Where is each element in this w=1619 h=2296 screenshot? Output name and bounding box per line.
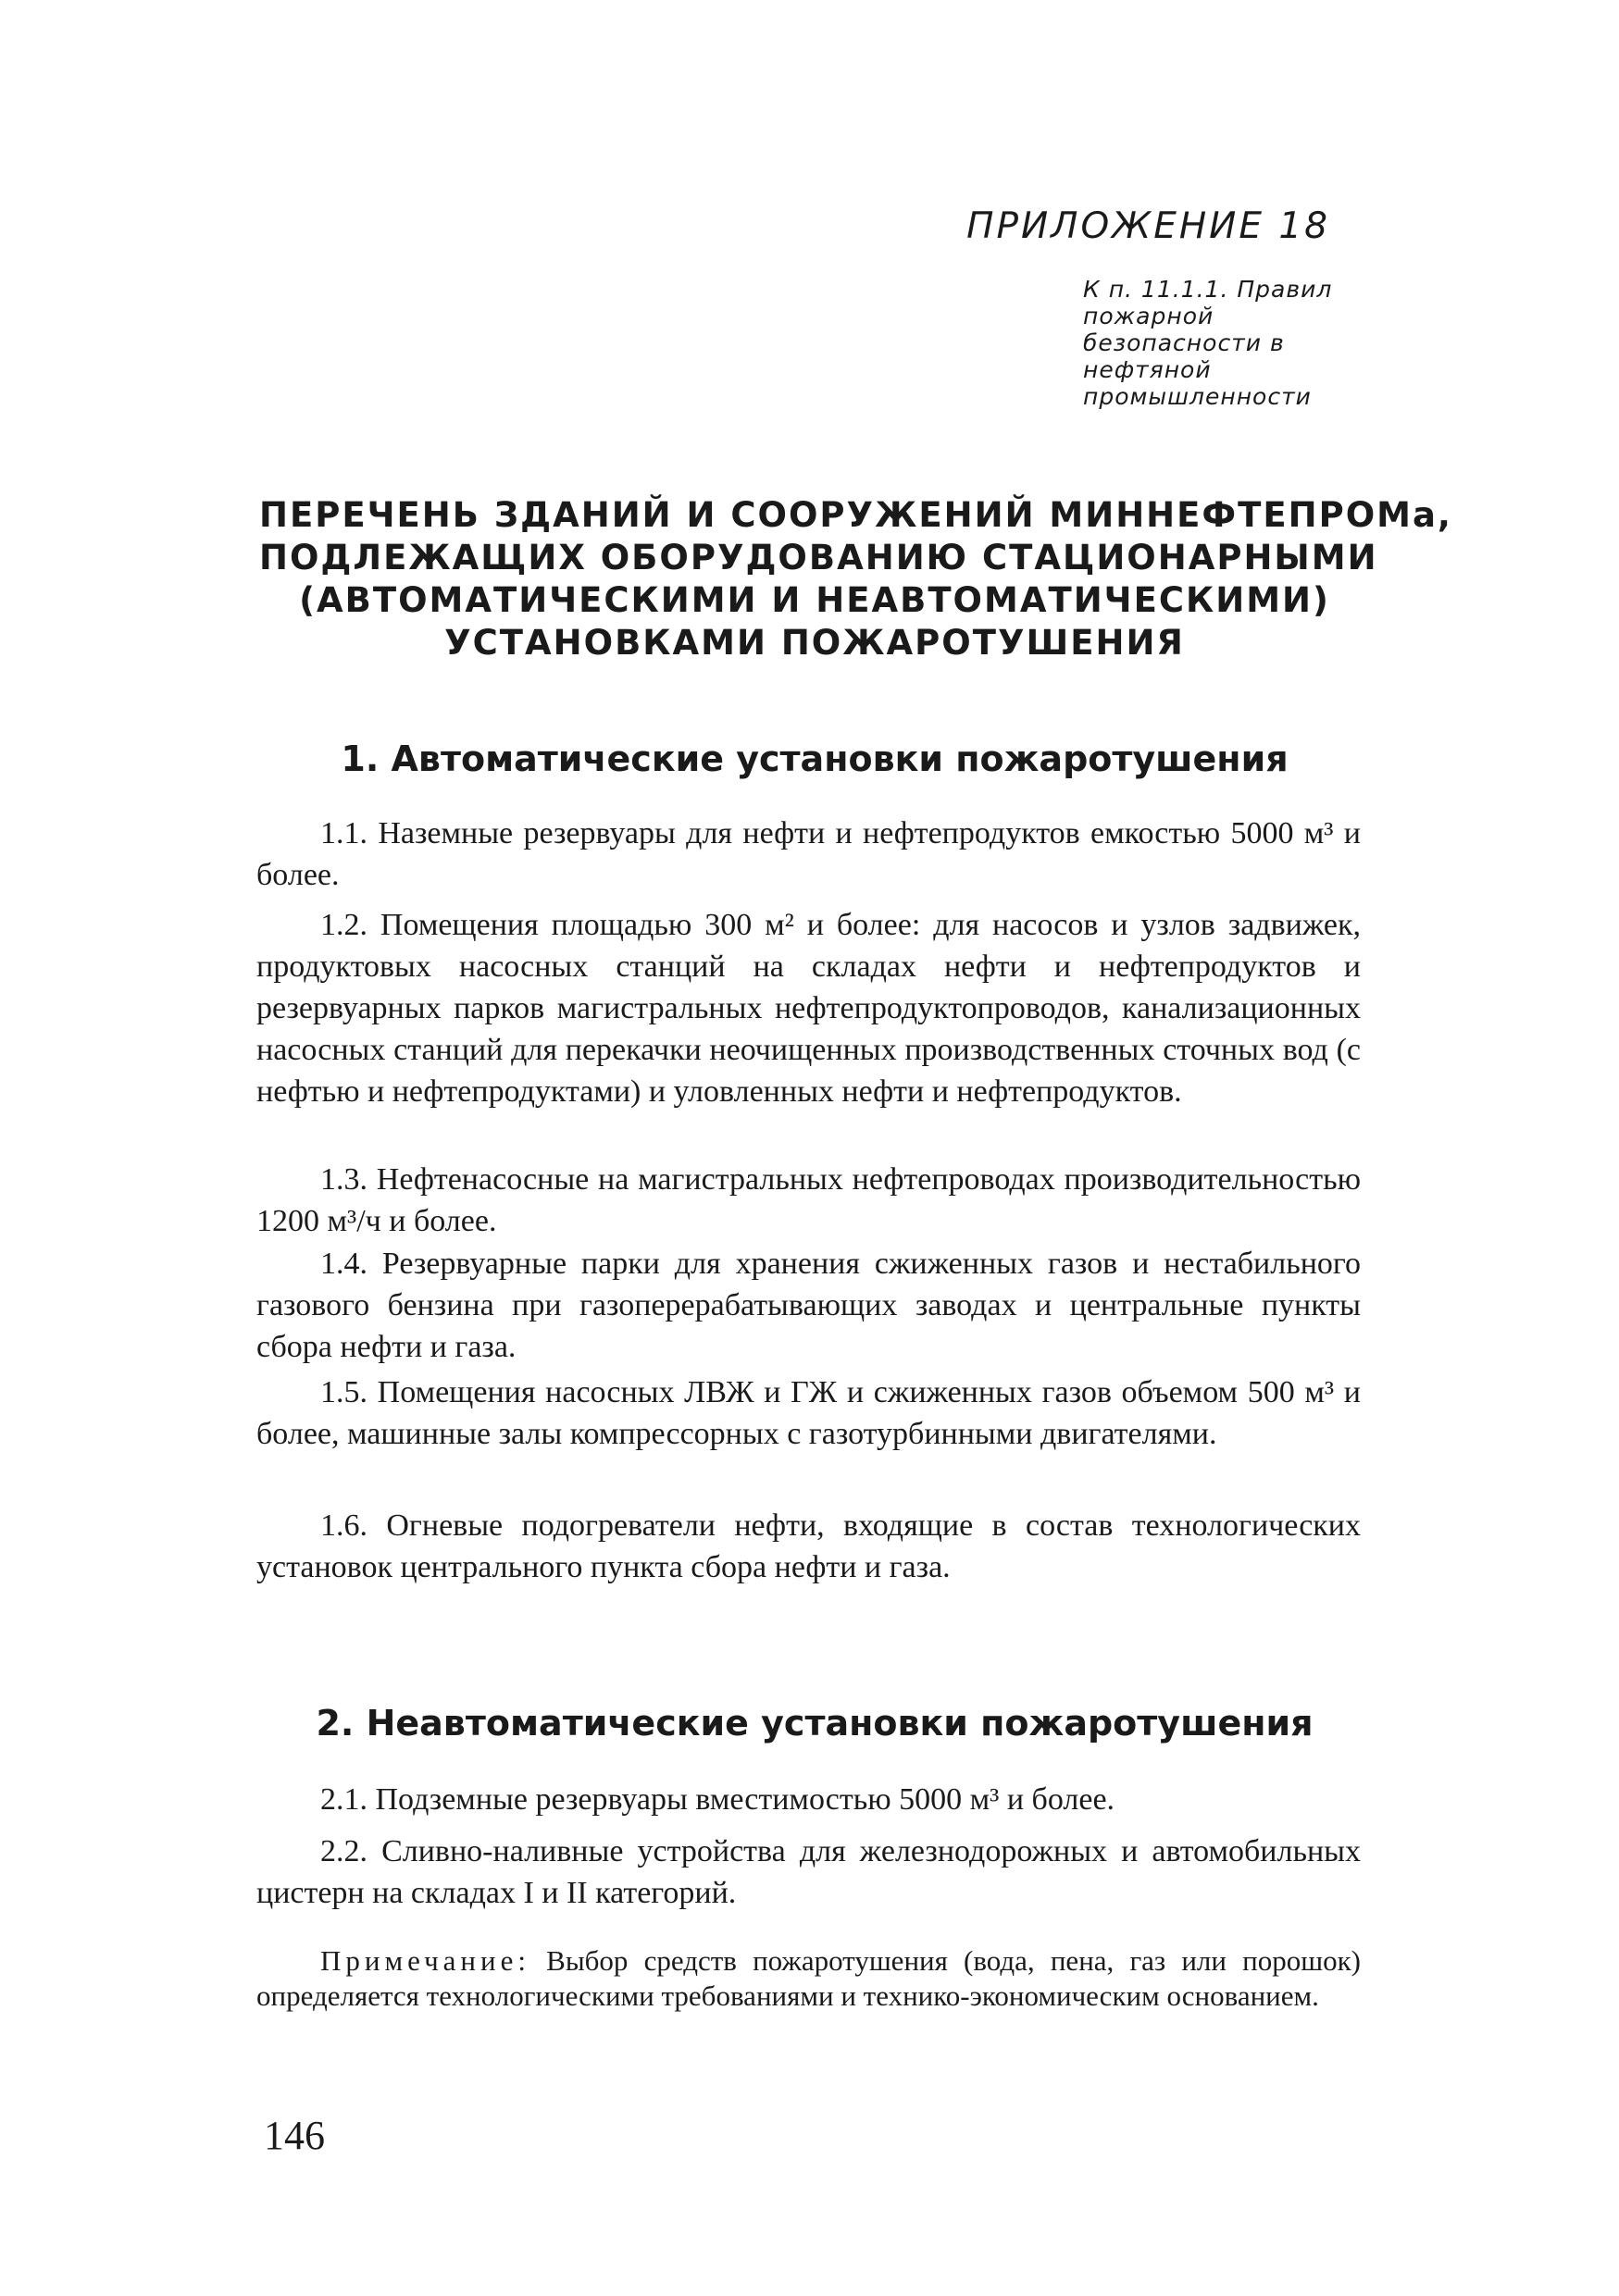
- section-heading-automatic: 1. Автоматические установки пожаротушения: [341, 738, 1289, 779]
- list-item: [256, 1159, 1361, 1242]
- item-text: 1.3. Нефтенасосные на магистральных нефтепроводах производительностью 1200 м³/ч и более.: [256, 1162, 1361, 1238]
- item-text: 2.1. Подземные резервуары вместимостью 5000 м³ и более.: [320, 1782, 1115, 1817]
- title-line: УСТАНОВКАМИ ПОЖАРОТУШЕНИЯ: [444, 623, 1185, 663]
- item-text: 1.2. Помещения площадью 300 м² и более: для насосов и узлов задвижек, продуктовых насосных станций на складах нефти и нефтепродуктов и резервуарных парков магистральных нефтепродуктопроводов, канализационных насосных станций для перекачки неочищенных производственных сточных вод (с нефтью и нефтепродуктами) и уловленных нефти и нефтепродуктов.: [256, 908, 1361, 1109]
- list-item: [256, 1505, 1361, 1588]
- title-line: ПОДЛЕЖАЩИХ ОБОРУДОВАНИЮ СТАЦИОНАРНЫМИ: [259, 538, 1378, 577]
- page-number: 146: [264, 2113, 325, 2158]
- note-text: Выбор средств пожаротушения (вода, пена, газ или порошок) определяется технологическими требованиями и технико-экономическим основанием.: [256, 1944, 1362, 2012]
- item-text: 1.4. Резервуарные парки для хранения сжиженных газов и нестабильного газового бензина при газоперерабатывающих заводах и центральные пункты сбора нефти и газа.: [256, 1247, 1361, 1364]
- list-item: [256, 813, 1361, 896]
- list-item: [256, 1371, 1361, 1455]
- list-item: [256, 904, 1361, 1112]
- list-item: [256, 1779, 1361, 1820]
- item-text: 2.2. Сливно-наливные устройства для железнодорожных и автомобильных цистерн на складах I и II категорий.: [256, 1834, 1361, 1910]
- appendix-title: ПРИЛОЖЕНИЕ 18: [966, 205, 1330, 247]
- item-text: 1.6. Огневые подогреватели нефти, входящие в состав технологических установок центрального пункта сбора нефти и газа.: [256, 1508, 1361, 1584]
- item-text: 1.1. Наземные резервуары для нефти и нефтепродуктов емкостью 5000 м³ и более.: [256, 816, 1361, 892]
- note: [256, 1943, 1361, 2014]
- title-line: ПЕРЕЧЕНЬ ЗДАНИЙ И СООРУЖЕНИЙ МИННЕФТЕПРОМа,: [259, 495, 1452, 535]
- list-item: [256, 1243, 1361, 1368]
- title-line: (АВТОМАТИЧЕСКИМИ И НЕАВТОМАТИЧЕСКИМИ): [299, 580, 1330, 620]
- appendix-reference: К п. 11.1.1. Правил пожарной безопасности в нефтяной промышленности: [1083, 276, 1333, 410]
- item-text: 1.5. Помещения насосных ЛВЖ и ГЖ и сжиженных газов объемом 500 м³ и более, машинные залы компрессорных с газотурбинными двигателями.: [256, 1375, 1361, 1451]
- list-item: [256, 1831, 1361, 1914]
- note-label: Примечание:: [320, 1944, 530, 1977]
- document-title: [259, 494, 1452, 664]
- section-heading-manual: 2. Неавтоматические установки пожаротушения: [316, 1703, 1314, 1744]
